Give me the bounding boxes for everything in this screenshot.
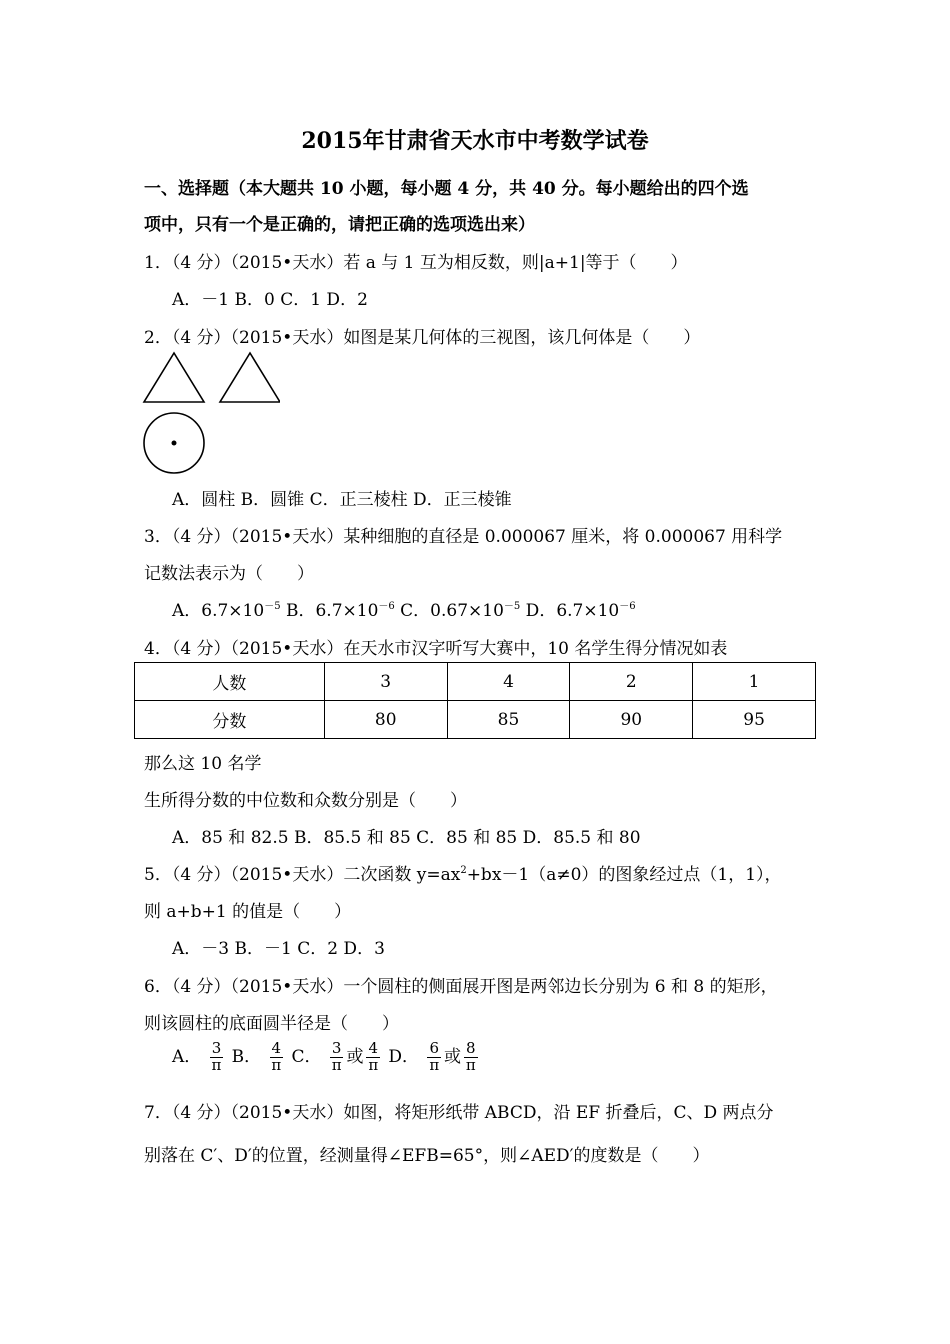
question-5-options: A．－3 B．－1 C．2 D．3: [172, 939, 385, 959]
table-row-score: [135, 701, 816, 739]
table-cell: 1: [693, 663, 816, 701]
question-6-stem-line2: 则该圆柱的底面圆半径是（ ）: [144, 1014, 399, 1034]
table-cell: 85: [447, 701, 570, 739]
q6-fraction-c2: $\frac{4}{\pi}$: [368, 1039, 379, 1074]
q6-label-c: C．: [291, 1046, 322, 1067]
q6-fraction-d2: $\frac{8}{\pi}$: [465, 1039, 476, 1074]
section-heading-line1: 一、选择题（本大题共 10 小题，每小题 4 分，共 40 分。每小题给出的四个选: [144, 179, 749, 199]
question-7-stem-line1: 7．（4 分）（2015•天水）如图，将矩形纸带 ABCD，沿 EF 折叠后，C、D 两点分: [144, 1103, 774, 1123]
question-1-options: A．－1 B．0 C．1 D．2: [172, 290, 368, 310]
q3-option-b: B．6.7×10: [280, 601, 379, 621]
q3-option-c: C．0.67×10: [394, 601, 504, 621]
q6-label-b: B．: [231, 1046, 262, 1067]
top-view-center-dot: [172, 441, 177, 446]
side-view-triangle: [220, 353, 280, 402]
q6-label-d: D．: [388, 1046, 420, 1067]
q6-fraction-d1: $\frac{6}{\pi}$: [429, 1039, 440, 1074]
question-3-options: [172, 596, 636, 621]
q3-option-a: A．6.7×10: [172, 601, 265, 621]
section-heading-line2: 项中，只有一个是正确的，请把正确的选项选出来）: [144, 215, 535, 235]
q3-option-b-exponent: －6: [378, 601, 395, 612]
table-cell: 4: [447, 663, 570, 701]
table-cell: 人数: [135, 663, 325, 701]
question-4-stem-line3: 生所得分数的中位数和众数分别是（ ）: [144, 791, 467, 811]
q6-or-d: 或: [444, 1046, 462, 1067]
q3-option-d: D．6.7×10: [520, 601, 620, 621]
question-2-options: A．圆柱 B．圆锥 C．正三棱柱 D．正三棱锥: [172, 490, 512, 510]
q6-fraction-c1: $\frac{3}{\pi}$: [331, 1039, 342, 1074]
q6-fraction-b: $\frac{4}{\pi}$: [271, 1039, 282, 1074]
table-cell: 分数: [135, 701, 325, 739]
table-cell: 95: [693, 701, 816, 739]
q5-stem-part2: +bx－1（a≠0）的图象经过点（1，1），: [466, 865, 782, 885]
question-6-stem-line1: 6．（4 分）（2015•天水）一个圆柱的侧面展开图是两邻边长分别为 6 和 8 的矩形，: [144, 977, 778, 997]
question-4-stem: 4．（4 分）（2015•天水）在天水市汉字听写大赛中，10 名学生得分情况如表: [144, 639, 728, 659]
table-cell: 3: [324, 663, 447, 701]
question-4-options: A．85 和 82.5 B．85.5 和 85 C．85 和 85 D．85.5 和 80: [172, 828, 641, 848]
q5-stem-part1: 5．（4 分）（2015•天水）二次函数 y=ax: [144, 865, 461, 885]
page-title: 2015年甘肃省天水市中考数学试卷: [301, 128, 649, 154]
question-5-stem-line2: 则 a+b+1 的值是（ ）: [144, 902, 352, 922]
question-3-stem-line1: 3．（4 分）（2015•天水）某种细胞的直径是 0.000067 厘米，将 0.000067 用科学: [144, 527, 783, 547]
table-cell: 2: [570, 663, 693, 701]
table-cell: 90: [570, 701, 693, 739]
score-table: [134, 662, 816, 739]
question-5-stem-line1: [144, 860, 782, 885]
front-view-triangle: [144, 353, 204, 402]
question-2-stem: 2．（4 分）（2015•天水）如图是某几何体的三视图，该几何体是（ ）: [144, 328, 701, 348]
q3-option-d-exponent: －6: [619, 601, 636, 612]
q6-fraction-a: $\frac{3}{\pi}$: [211, 1039, 222, 1074]
table-row-count: [135, 663, 816, 701]
q5-square-exponent: 2: [460, 865, 467, 876]
three-view-figure: [140, 350, 280, 480]
question-3-stem-line2: 记数法表示为（ ）: [144, 564, 314, 584]
question-1-stem: 1．（4 分）（2015•天水）若 a 与 1 互为相反数，则|a+1|等于（ ）: [144, 253, 688, 273]
table-cell: 80: [324, 701, 447, 739]
question-4-stem-line2: 那么这 10 名学: [144, 754, 262, 774]
q6-or-c: 或: [346, 1046, 364, 1067]
q3-option-c-exponent: －5: [503, 601, 521, 612]
question-6-options: [172, 1041, 481, 1074]
question-7-stem-line2: 别落在 C′、D′的位置，经测量得∠EFB=65°，则∠AED′的度数是（ ）: [144, 1146, 710, 1166]
q6-label-a: A．: [172, 1046, 202, 1067]
q3-option-a-exponent: －5: [264, 601, 281, 612]
